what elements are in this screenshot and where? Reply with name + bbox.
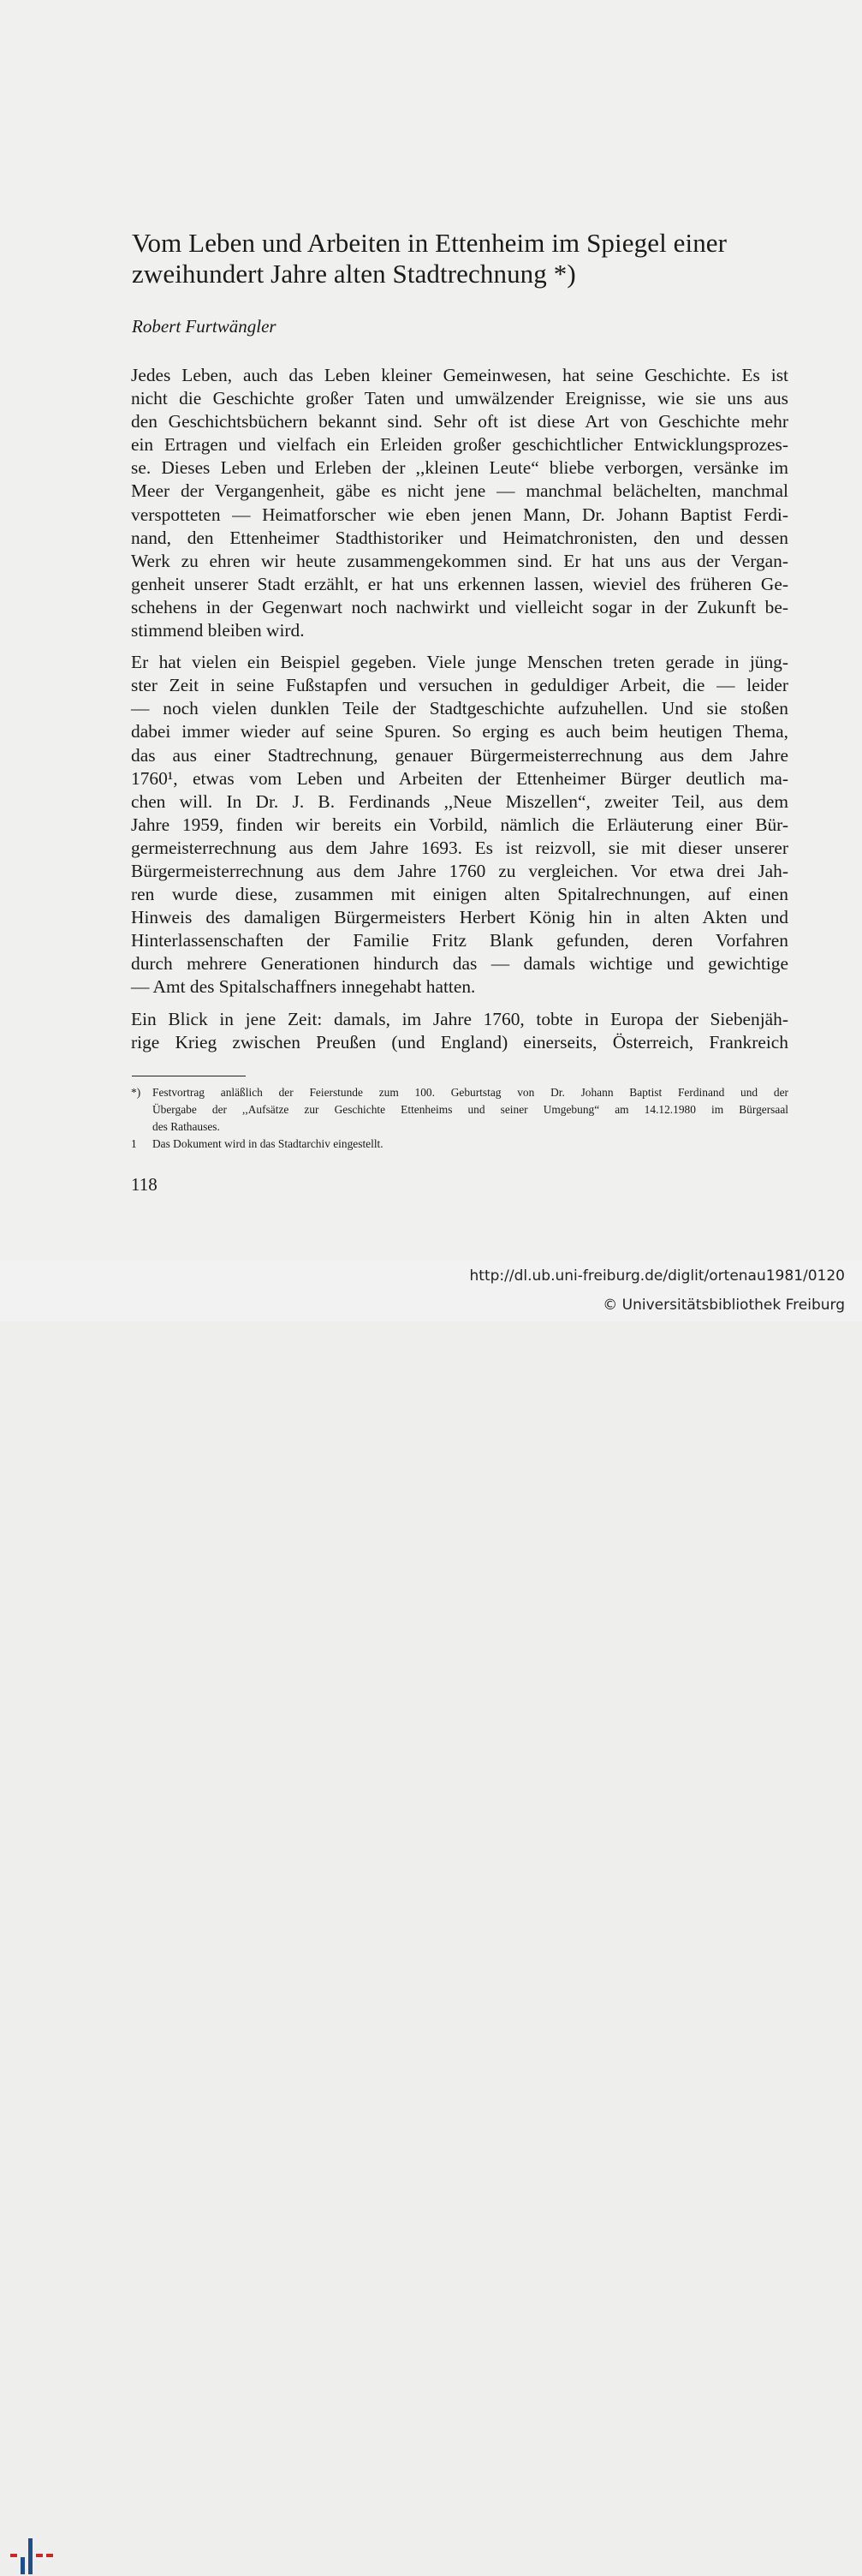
body-line: Hinweis des damaligen Bürgermeisters Herbert König hin in alten Akten und — [131, 907, 788, 928]
body-line: Jedes Leben, auch das Leben kleiner Gemeinwesen, hat seine Geschichte. Es ist — [131, 365, 788, 385]
body-line: nicht die Geschichte großer Taten und umwälzender Ereignisse, wie sie uns aus — [131, 388, 788, 409]
footnote-line: Das Dokument wird in das Stadtarchiv eingestellt. — [152, 1137, 383, 1150]
title-line: zweihundert Jahre alten Stadtrechnung *) — [132, 259, 576, 289]
body-line: durch mehrere Generationen hindurch das — damals wichtige und gewichtige — [131, 953, 788, 975]
document-url[interactable]: http://dl.ub.uni-freiburg.de/diglit/ortenau1981/0120 — [469, 1267, 845, 1285]
body-line: das aus einer Stadtrechnung, genauer Bürgermeisterrechnung aus dem Jahre — [131, 744, 788, 766]
body-line: Er hat vielen ein Beispiel gegeben. Viele junge Menschen treten gerade in jüng- — [131, 652, 788, 673]
body-line: Bürgermeisterrechnung aus dem Jahre 1760 zu vergleichen. Vor etwa drei Jah- — [131, 860, 788, 881]
scanned-page — [0, 0, 862, 1261]
body-line: ren wurde diese, zusammen mit einigen alten Spitalrechnungen, auf einen — [131, 884, 788, 905]
body-line: ster Zeit in seine Fußstapfen und versuchen in geduldiger Arbeit, die — leider — [131, 675, 788, 696]
footnote — [131, 1084, 788, 1136]
body-line: germeisterrechnung aus dem Jahre 1693. Es ist reizvoll, sie mit dieser unserer — [131, 837, 788, 858]
body-line: rige Krieg zwischen Preußen (und England) einerseits, Österreich, Frankreich — [131, 1031, 788, 1052]
body-line: nand, den Ettenheimer Stadthistoriker und Heimatchronisten, den und dessen — [131, 527, 788, 548]
title-line: Vom Leben und Arbeiten in Ettenheim im Spiegel einer — [132, 228, 728, 258]
body-paragraph — [131, 651, 788, 999]
body-line: chen will. In Dr. J. B. Ferdinands ,,Neue Miszellen“, zweiter Teil, aus dem — [131, 790, 788, 812]
body-line: Hinterlassenschaften der Familie Fritz Blank gefunden, deren Vorfahren — [131, 930, 788, 951]
article-title — [132, 228, 791, 289]
footnote — [131, 1136, 788, 1153]
body-line: den Geschichtsbüchern bekannt sind. Sehr oft ist diese Art von Geschichte mehr — [131, 411, 788, 432]
footnote-line: des Rathauses. — [152, 1120, 220, 1133]
body-line: Werk zu ehren wir heute zusammengekommen sind. Er hat uns aus der Vergan- — [131, 550, 788, 571]
body-line: ein Ertragen und vielfach ein Erleiden großer geschichtlicher Entwicklungsprozes- — [131, 434, 788, 456]
body-line: verspotteten — Heimatforscher wie eben jenen Mann, Dr. Johann Baptist Ferdi- — [131, 504, 788, 525]
footnote-line: Festvortrag anläßlich der Feierstunde zum 100. Geburtstag von Dr. Johann Baptist Ferdinand und der — [152, 1086, 788, 1099]
body-line: — Amt des Spitalschaffners innegehabt hatten. — [131, 976, 476, 998]
page-number: 118 — [131, 1174, 158, 1195]
footnote-line: Übergabe der ,,Aufsätze zur Geschichte Ettenheims und seiner Umgebung“ am 14.12.1980 im Bürgersaal — [152, 1103, 788, 1116]
body-line: Ein Blick in jene Zeit: damals, im Jahre 1760, tobte in Europa der Siebenjäh- — [131, 1008, 788, 1029]
body-line: stimmend bleiben wird. — [131, 620, 305, 641]
footnote-mark: 1 — [131, 1137, 137, 1150]
body-line: schehens in der Gegenwart noch nachwirkt und vielleicht sogar in der Zukunft be- — [131, 596, 788, 617]
body-line: se. Dieses Leben und Erleben der ,,kleinen Leute“ bliebe verborgen, versänke im — [131, 457, 788, 479]
body-line: dabei immer wieder auf seine Spuren. So erging es auch beim heutigen Thema, — [131, 721, 788, 742]
ub-freiburg-logo-icon — [9, 2535, 56, 2576]
article-body — [131, 364, 788, 1063]
body-paragraph — [131, 1008, 788, 1054]
footnotes — [131, 1084, 788, 1153]
body-paragraph — [131, 364, 788, 642]
body-line: genheit unserer Stadt erzählt, er hat uns erkennen lassen, wieviel des früheren Ge- — [131, 573, 788, 594]
body-line: — noch vielen dunklen Teile der Stadtgeschichte aufzuhellen. Und sie stoßen — [131, 698, 788, 719]
author-name: Robert Furtwängler — [132, 316, 276, 337]
copyright-notice: © Universitätsbibliothek Freiburg — [603, 1297, 845, 1314]
body-line: Meer der Vergangenheit, gäbe es nicht jene — manchmal belächelten, manchmal — [131, 480, 788, 502]
footnote-mark: *) — [131, 1086, 141, 1099]
body-line: 1760¹, etwas vom Leben und Arbeiten der Ettenheimer Bürger deutlich ma- — [131, 767, 788, 789]
body-line: Jahre 1959, finden wir bereits ein Vorbild, nämlich die Erläuterung einer Bür- — [131, 814, 788, 835]
